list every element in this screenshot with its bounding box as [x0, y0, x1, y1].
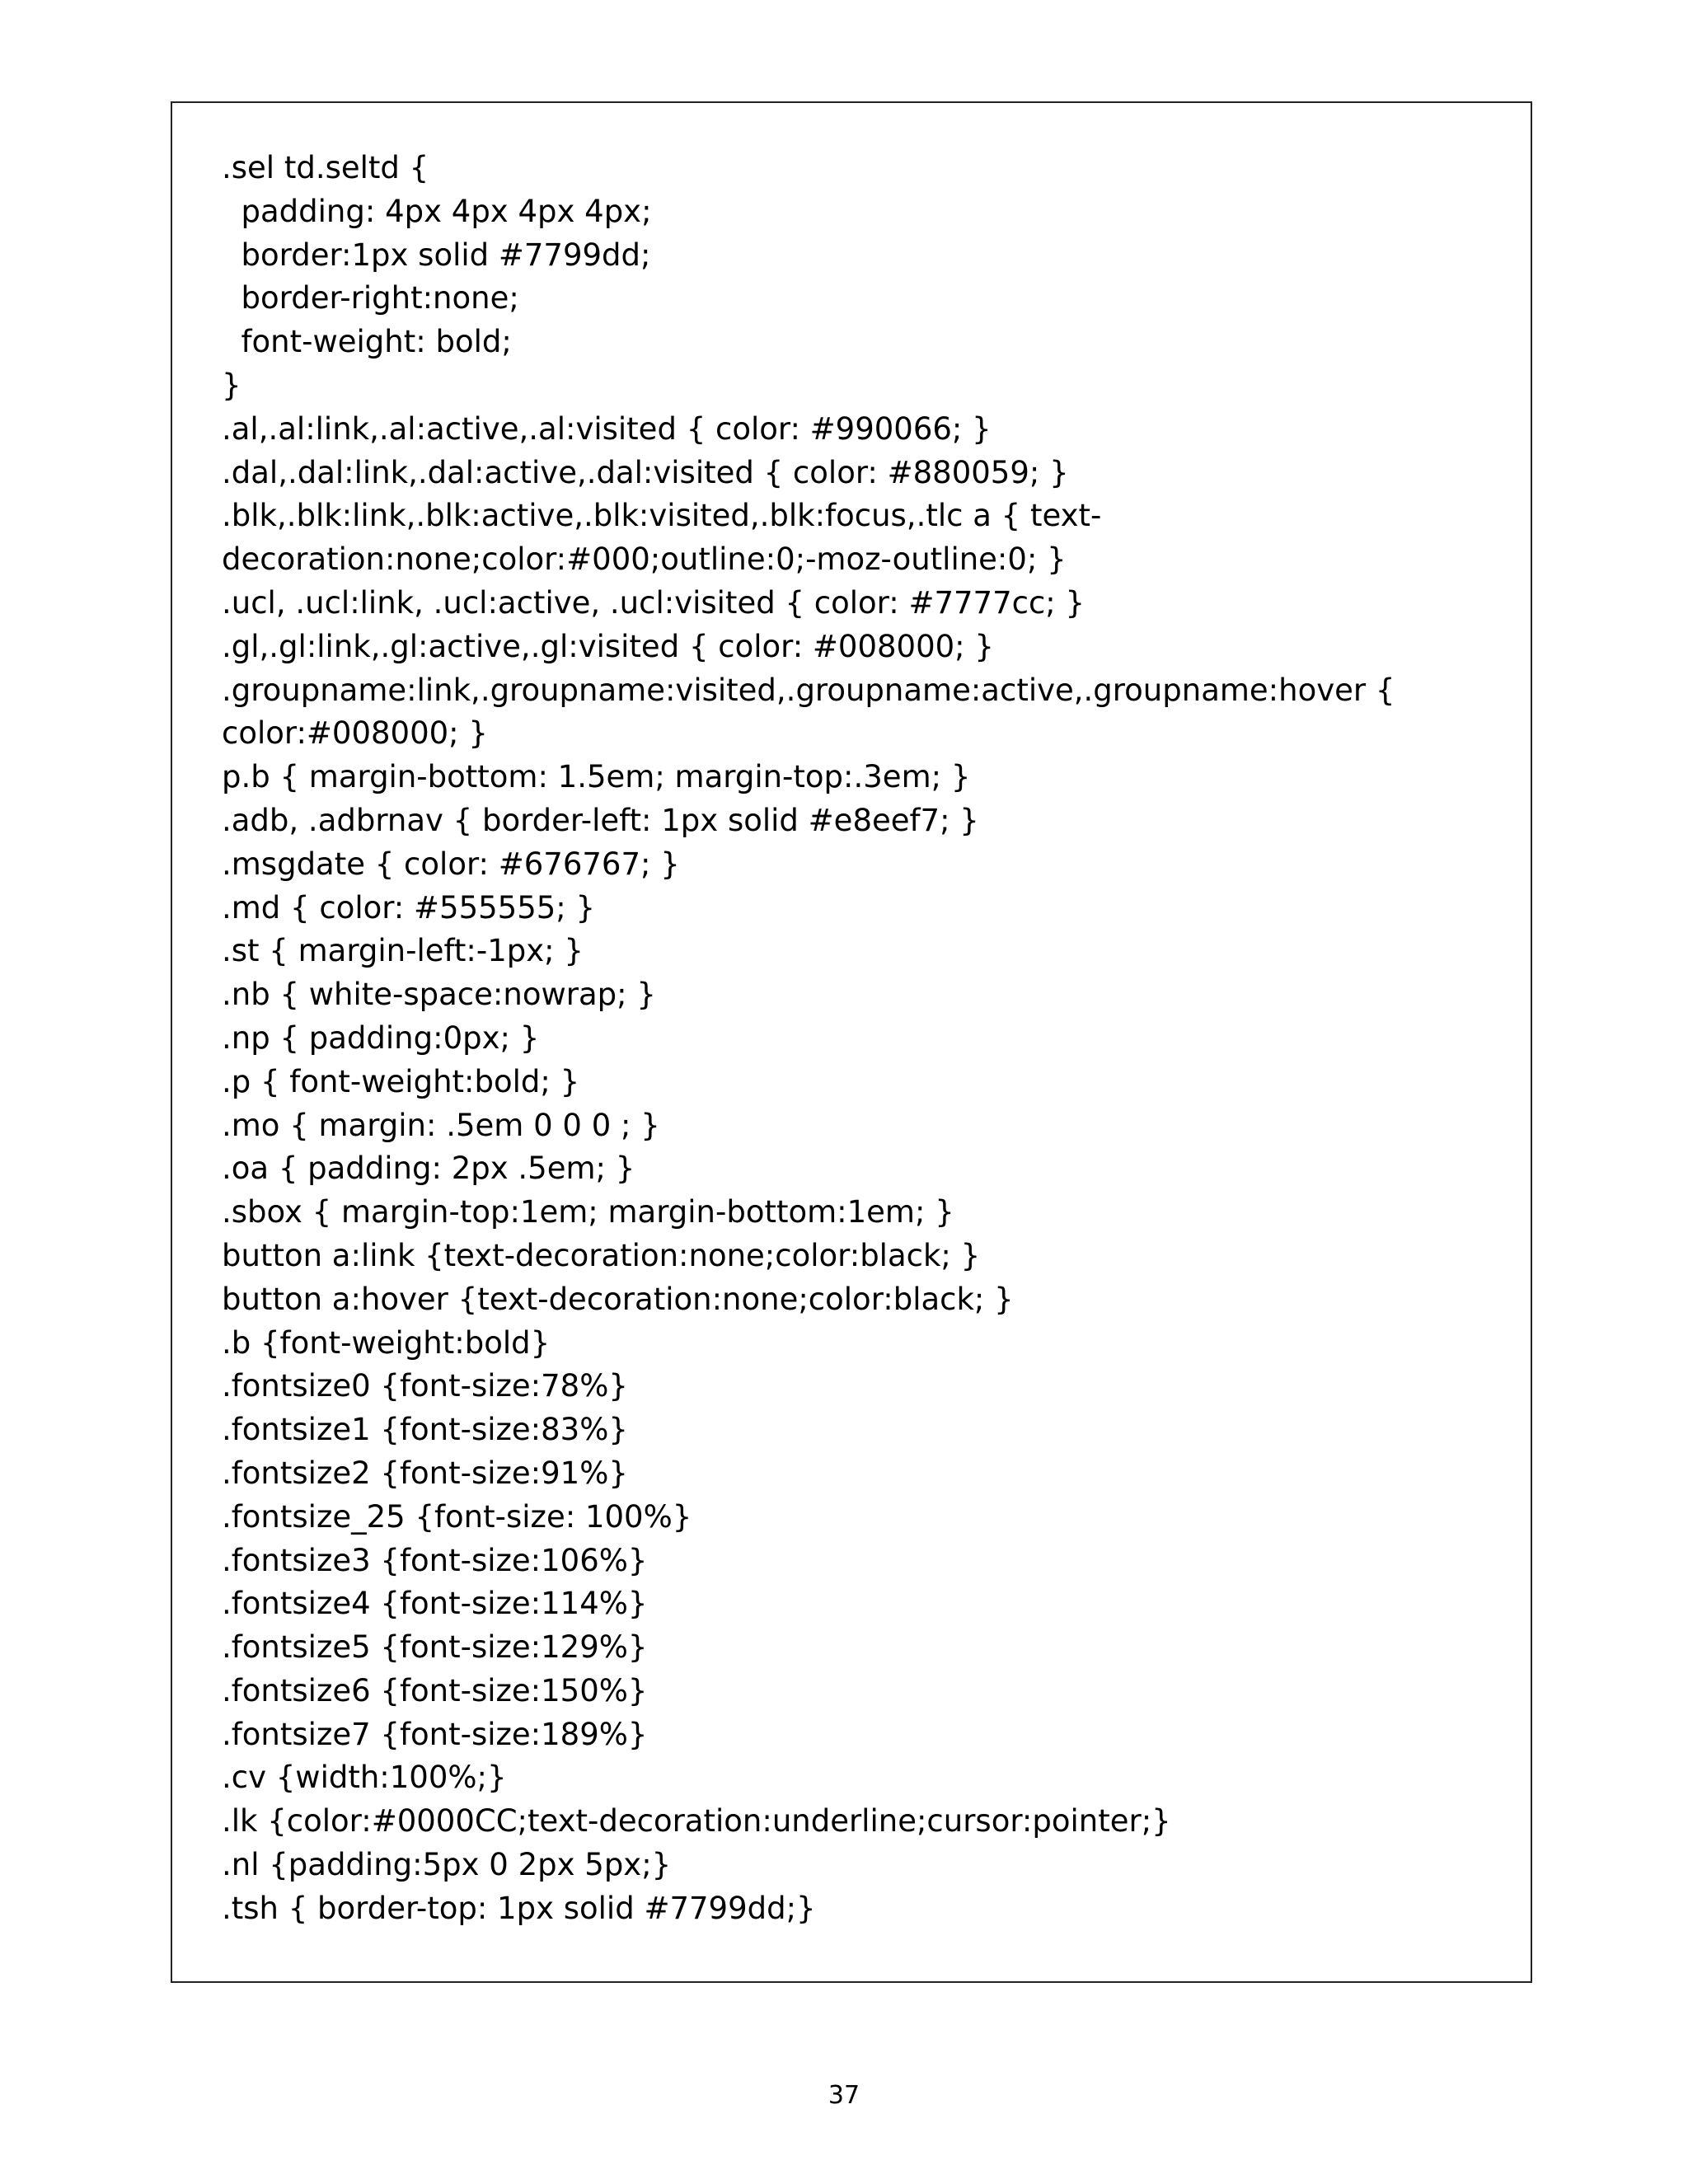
code-line: padding: 4px 4px 4px 4px;: [222, 193, 652, 229]
code-line: .dal,.dal:link,.dal:active,.dal:visited { color: #880059; }: [222, 454, 1069, 490]
code-line: .np { padding:0px; }: [222, 1019, 540, 1056]
code-line: .oa { padding: 2px .5em; }: [222, 1151, 635, 1187]
code-line: .p { font-weight:bold; }: [222, 1063, 580, 1099]
code-line: .fontsize3 {font-size:106%}: [222, 1542, 648, 1578]
code-line: }: [222, 367, 241, 403]
code-line: button a:hover {text-decoration:none;color:black; }: [222, 1281, 1014, 1317]
code-line: .nb { white-space:nowrap; }: [222, 977, 656, 1013]
code-line: border:1px solid #7799dd;: [222, 237, 651, 273]
code-line: .cv {width:100%;}: [222, 1760, 507, 1796]
code-line: .fontsize6 {font-size:150%}: [222, 1672, 648, 1708]
code-line: .msgdate { color: #676767; }: [222, 846, 680, 882]
code-line: .adb, .adbrnav { border-left: 1px solid #e8eef7; }: [222, 802, 979, 838]
code-line: .b {font-weight:bold}: [222, 1324, 551, 1361]
code-line: .fontsize5 {font-size:129%}: [222, 1629, 648, 1666]
code-line: .nl {padding:5px 0 2px 5px;}: [222, 1847, 672, 1883]
code-line: .gl,.gl:link,.gl:active,.gl:visited { color: #008000; }: [222, 628, 994, 664]
code-line: font-weight: bold;: [222, 324, 512, 360]
code-line: .tsh { border-top: 1px solid #7799dd;}: [222, 1890, 816, 1926]
code-line: .fontsize4 {font-size:114%}: [222, 1586, 648, 1622]
code-line: decoration:none;color:#000;outline:0;-moz-outline:0; }: [222, 541, 1067, 578]
code-line: .fontsize0 {font-size:78%}: [222, 1368, 628, 1404]
code-line: .fontsize7 {font-size:189%}: [222, 1716, 648, 1752]
code-line: .md { color: #555555; }: [222, 889, 596, 926]
page-number: 37: [828, 2081, 860, 2110]
code-line: .st { margin-left:-1px; }: [222, 933, 584, 969]
code-line: button a:link {text-decoration:none;color:black; }: [222, 1237, 981, 1273]
code-line: border-right:none;: [222, 280, 519, 316]
code-line: .sel td.seltd {: [222, 150, 429, 185]
code-line: p.b { margin-bottom: 1.5em; margin-top:.3em; }: [222, 759, 971, 795]
code-line: .groupname:link,.groupname:visited,.groupname:active,.groupname:hover {: [222, 672, 1395, 708]
code-line: .blk,.blk:link,.blk:active,.blk:visited,.blk:focus,.tlc a { text-: [222, 498, 1102, 534]
code-listing-box: [171, 101, 1532, 1983]
code-line: .sbox { margin-top:1em; margin-bottom:1em; }: [222, 1194, 954, 1230]
code-line: .mo { margin: .5em 0 0 0 ; }: [222, 1107, 660, 1143]
code-listing: [222, 147, 1507, 1931]
code-line: .fontsize1 {font-size:83%}: [222, 1412, 628, 1448]
code-line: .fontsize_25 {font-size: 100%}: [222, 1498, 692, 1535]
code-line: .fontsize2 {font-size:91%}: [222, 1455, 628, 1491]
code-line: .ucl, .ucl:link, .ucl:active, .ucl:visited { color: #7777cc; }: [222, 584, 1085, 621]
code-line: .al,.al:link,.al:active,.al:visited { color: #990066; }: [222, 410, 992, 447]
code-line: color:#008000; }: [222, 715, 488, 752]
code-line: .lk {color:#0000CC;text-decoration:underline;cursor:pointer;}: [222, 1803, 1171, 1840]
